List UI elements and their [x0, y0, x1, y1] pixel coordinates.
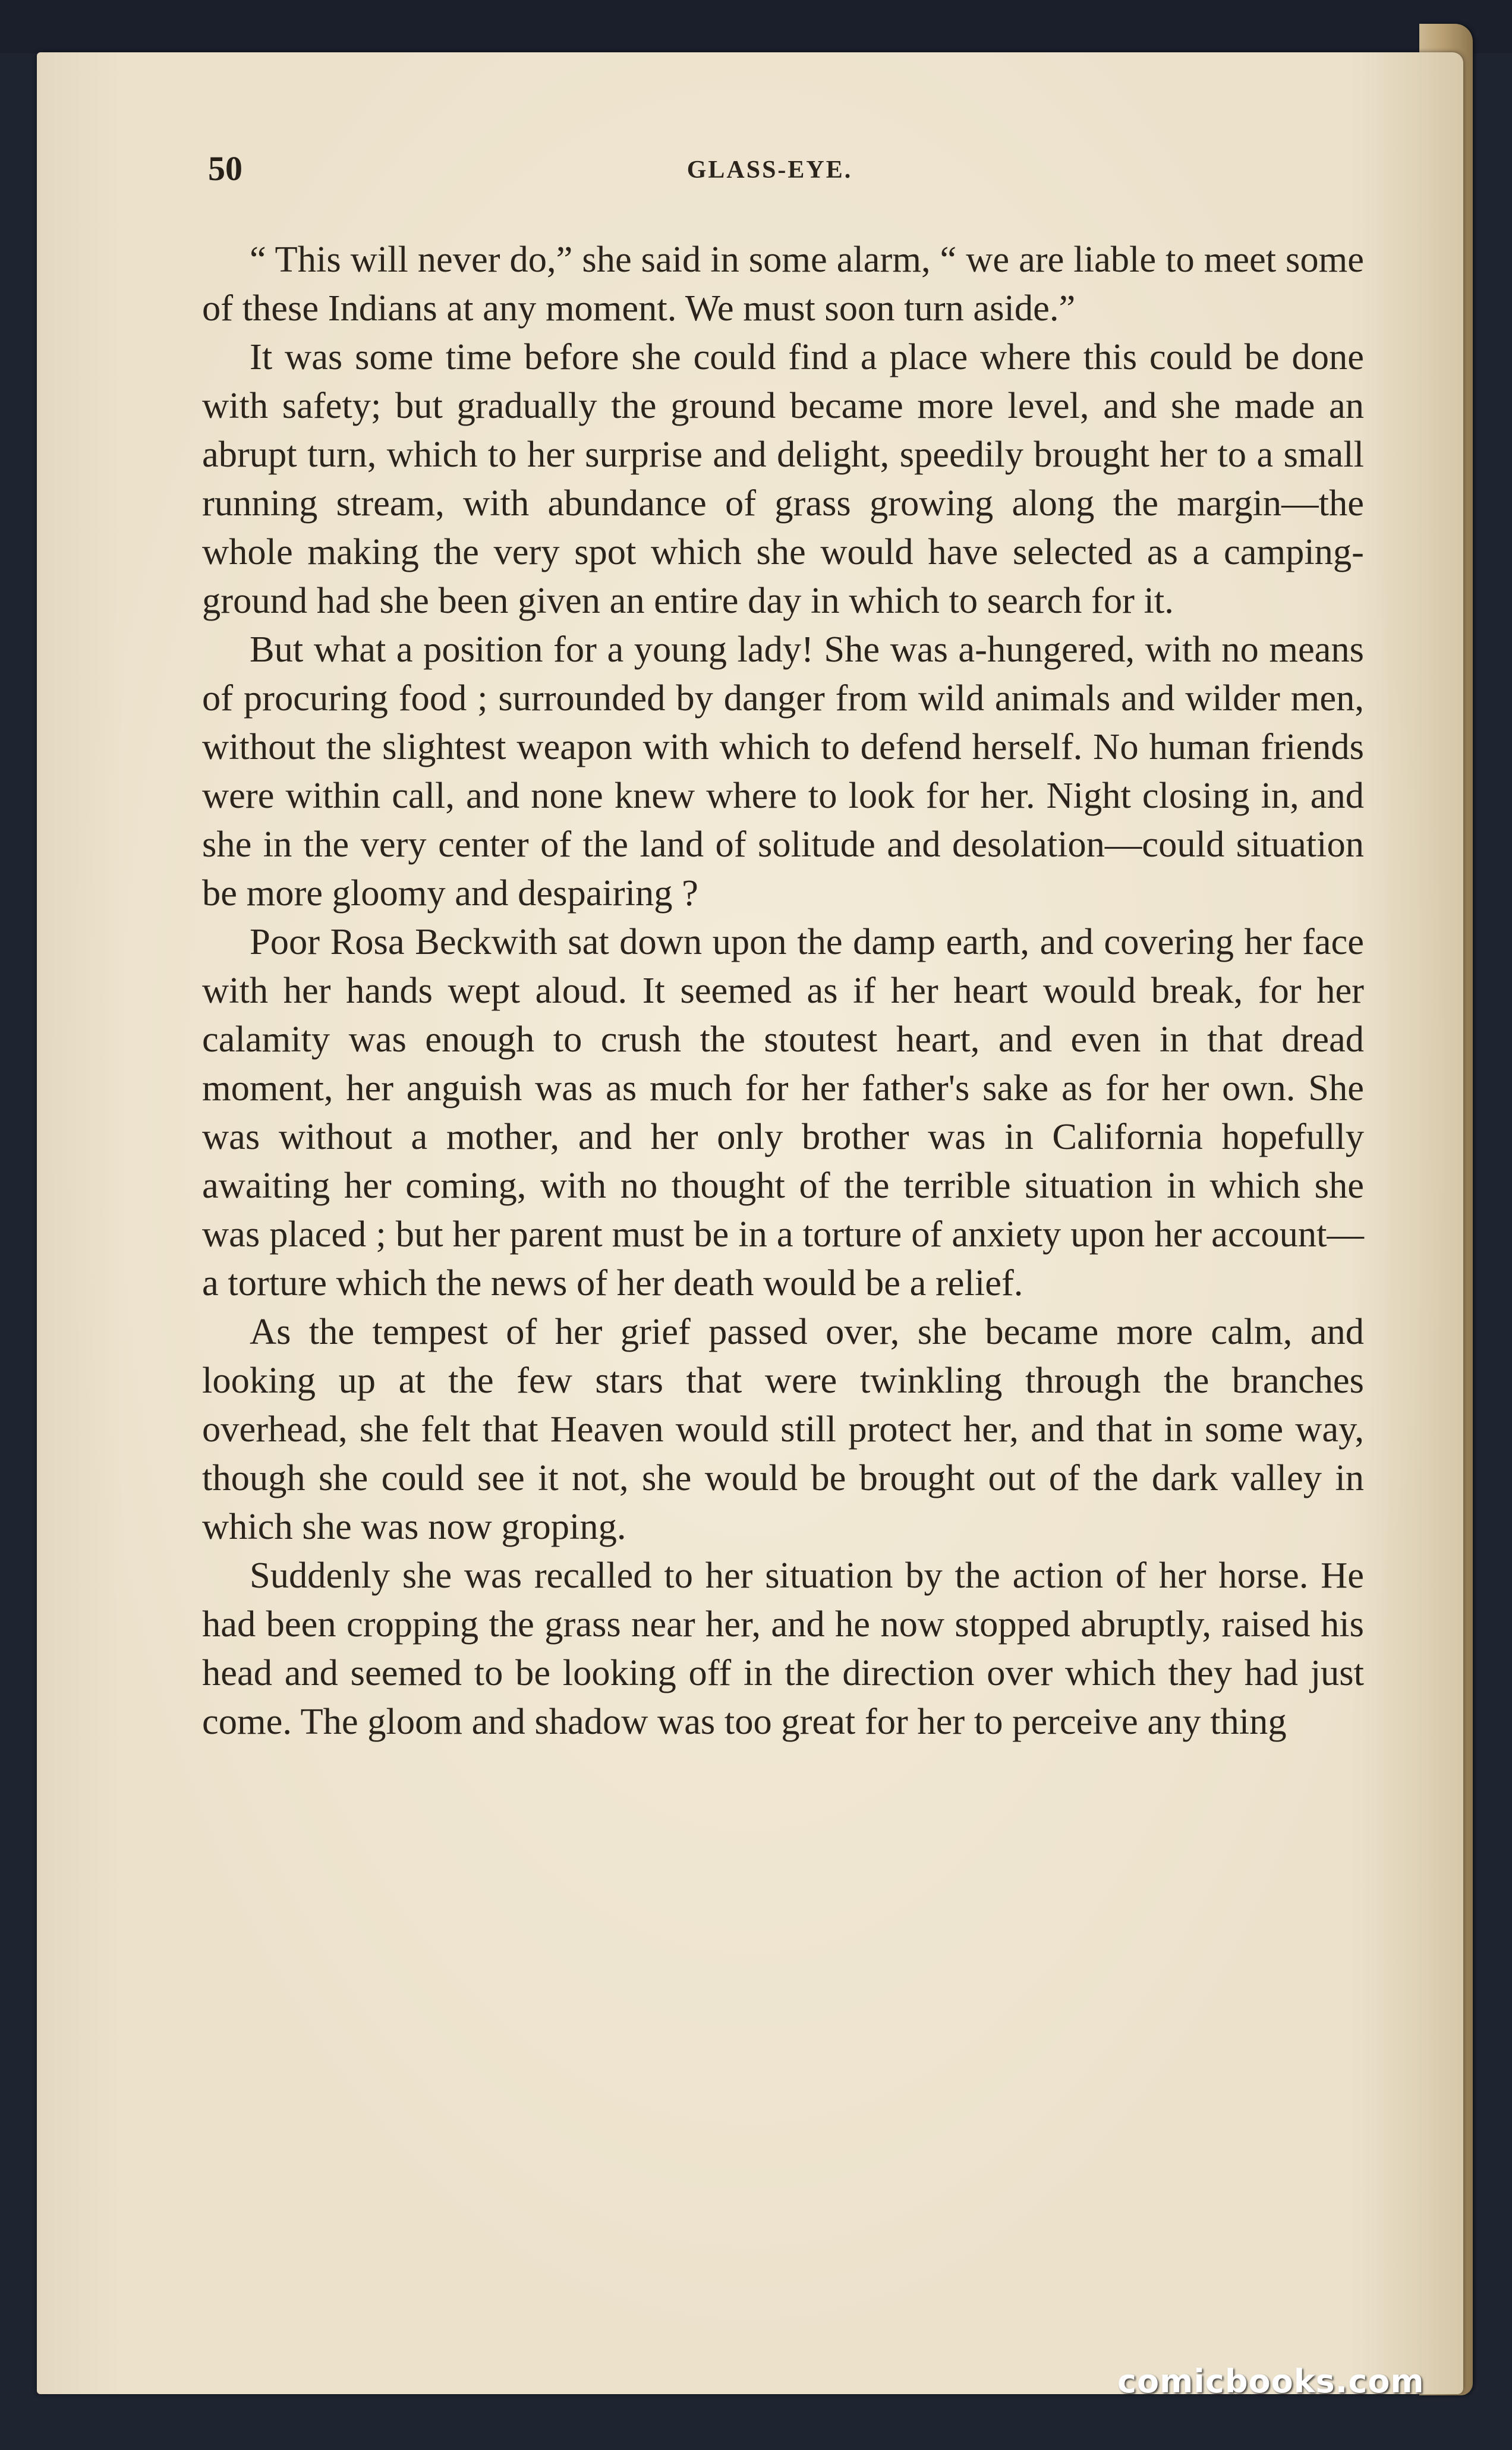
paragraph: As the tempest of her grief passed over, she became more calm, and looking up at the few stars that were twinkling through the branches overhead, she felt that Heaven would still protect her, and that in some way, though she could see it not, she would be brought out of the dark valley in which she was now groping.	[202, 1311, 1364, 1547]
running-head: GLASS-EYE.	[686, 156, 853, 184]
watermark: comicbooks.com	[1117, 2363, 1425, 2400]
paragraph: Suddenly she was recalled to her situation by the action of her horse. He had been cropping the grass near her, and he now stopped abruptly, raised his head and seemed to be looking off in the direction over which they had just come. The gloom and shadow was too great for her to perceive any thing	[202, 1554, 1364, 1742]
scan-backdrop	[0, 0, 1512, 53]
page-header	[172, 149, 1367, 196]
body-text	[202, 235, 1364, 1746]
paragraph: It was some time before she could find a place where this could be done with safety; but gradually the ground became more level, and she made an abrupt turn, which to her surprise and delight, speedily brought her to a small running stream, with abundance of grass growing along the margin—the whole making the very spot which she would have selected as a camping-ground had she been given an entire day in which to search for it.	[202, 336, 1364, 621]
paragraph: But what a position for a young lady! She was a-hungered, with no means of procuring food ; surrounded by danger from wild animals and wilder men, without the slightest weapon with which to defend herself. No human friends were within call, and none knew where to look for her. Night closing in, and she in the very center of the land of solitude and desolation—could situation be more gloomy and despairing ?	[202, 628, 1364, 914]
page-number: 50	[208, 149, 242, 188]
paragraph: “ This will never do,” she said in some alarm, “ we are liable to meet some of these Indians at any moment. We must soon turn aside.”	[202, 238, 1364, 329]
paragraph: Poor Rosa Beckwith sat down upon the damp earth, and covering her face with her hands wept aloud. It seemed as if her heart would break, for her calamity was enough to crush the stoutest heart, and even in that dread moment, her anguish was as much for her father's sake as for her own. She was without a mother, and her only brother was in California hopefully awaiting her coming, with no thought of the terrible situation in which she was placed ; but her parent must be in a torture of anxiety upon her account—a torture which the news of her death would be a relief.	[202, 921, 1364, 1303]
